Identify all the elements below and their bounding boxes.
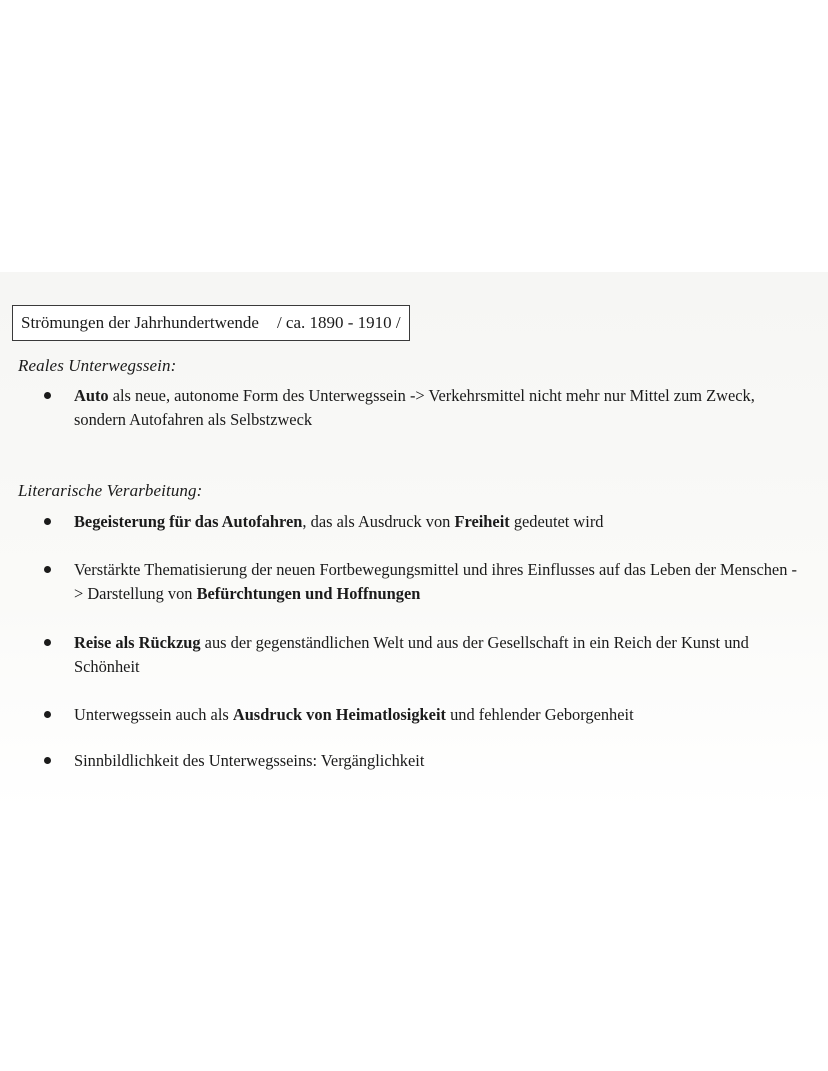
plain-text: Sinnbildlichkeit des Unterwegsseins: Vergänglichkeit bbox=[74, 751, 425, 770]
section-heading-reales-unterwegssein: Reales Unterwegssein: bbox=[18, 356, 177, 375]
bullet-thematisierung bbox=[44, 558, 804, 606]
bullet-reise-als-rueckzug bbox=[44, 631, 804, 679]
bullet-text bbox=[74, 510, 603, 534]
bullet-dot bbox=[44, 639, 51, 646]
bullet-dot bbox=[44, 566, 51, 573]
plain-text: als neue, autonome Form des Unterwegssein -> Verkehrsmittel nicht mehr nur Mittel zum Zweck, sondern Autofahren als Selbstzweck bbox=[74, 386, 755, 429]
plain-text: aus der gegenständlichen Welt und aus der Gesellschaft in ein Reich der Kunst und Schönheit bbox=[74, 633, 749, 676]
bullet-sinnbildlichkeit bbox=[44, 749, 804, 773]
bold-phrase: Reise als Rückzug bbox=[74, 633, 201, 652]
bullet-dot bbox=[44, 518, 51, 525]
bold-phrase: Befürchtungen und Hoffnungen bbox=[196, 584, 421, 603]
plain-text: , das als Ausdruck von bbox=[302, 512, 455, 531]
bullet-heimatlosigkeit bbox=[44, 703, 804, 727]
bold-phrase: Begeisterung für das Autofahren bbox=[74, 512, 303, 531]
plain-text: Verstärkte Thematisierung der neuen Fortbewegungsmittel und ihres Einflusses auf das Leben der Menschen -> Darstellung von bbox=[74, 560, 797, 603]
title-box bbox=[12, 305, 410, 341]
bullet-begeisterung bbox=[44, 510, 804, 534]
bold-phrase: Ausdruck von Heimatlosigkeit bbox=[232, 705, 446, 724]
bullet-dot bbox=[44, 711, 51, 718]
bullet-text bbox=[74, 558, 804, 606]
bold-phrase: Freiheit bbox=[454, 512, 510, 531]
plain-text: und fehlender Geborgenheit bbox=[445, 705, 634, 724]
bullet-dot bbox=[44, 392, 51, 399]
page-title: Strömungen der Jahrhundertwende bbox=[21, 313, 259, 332]
plain-text: gedeutet wird bbox=[509, 512, 604, 531]
bullet-text bbox=[74, 631, 804, 679]
section-heading-literarische-verarbeitung: Literarische Verarbeitung: bbox=[18, 481, 203, 500]
bullet-text bbox=[74, 703, 634, 727]
bold-phrase: Auto bbox=[74, 386, 109, 405]
bullet-text bbox=[74, 749, 424, 773]
bullet-auto bbox=[44, 384, 804, 432]
bullet-text bbox=[74, 384, 804, 432]
date-range: / ca. 1890 - 1910 / bbox=[276, 313, 401, 332]
plain-text: Unterwegssein auch als bbox=[74, 705, 233, 724]
bullet-dot bbox=[44, 757, 51, 764]
